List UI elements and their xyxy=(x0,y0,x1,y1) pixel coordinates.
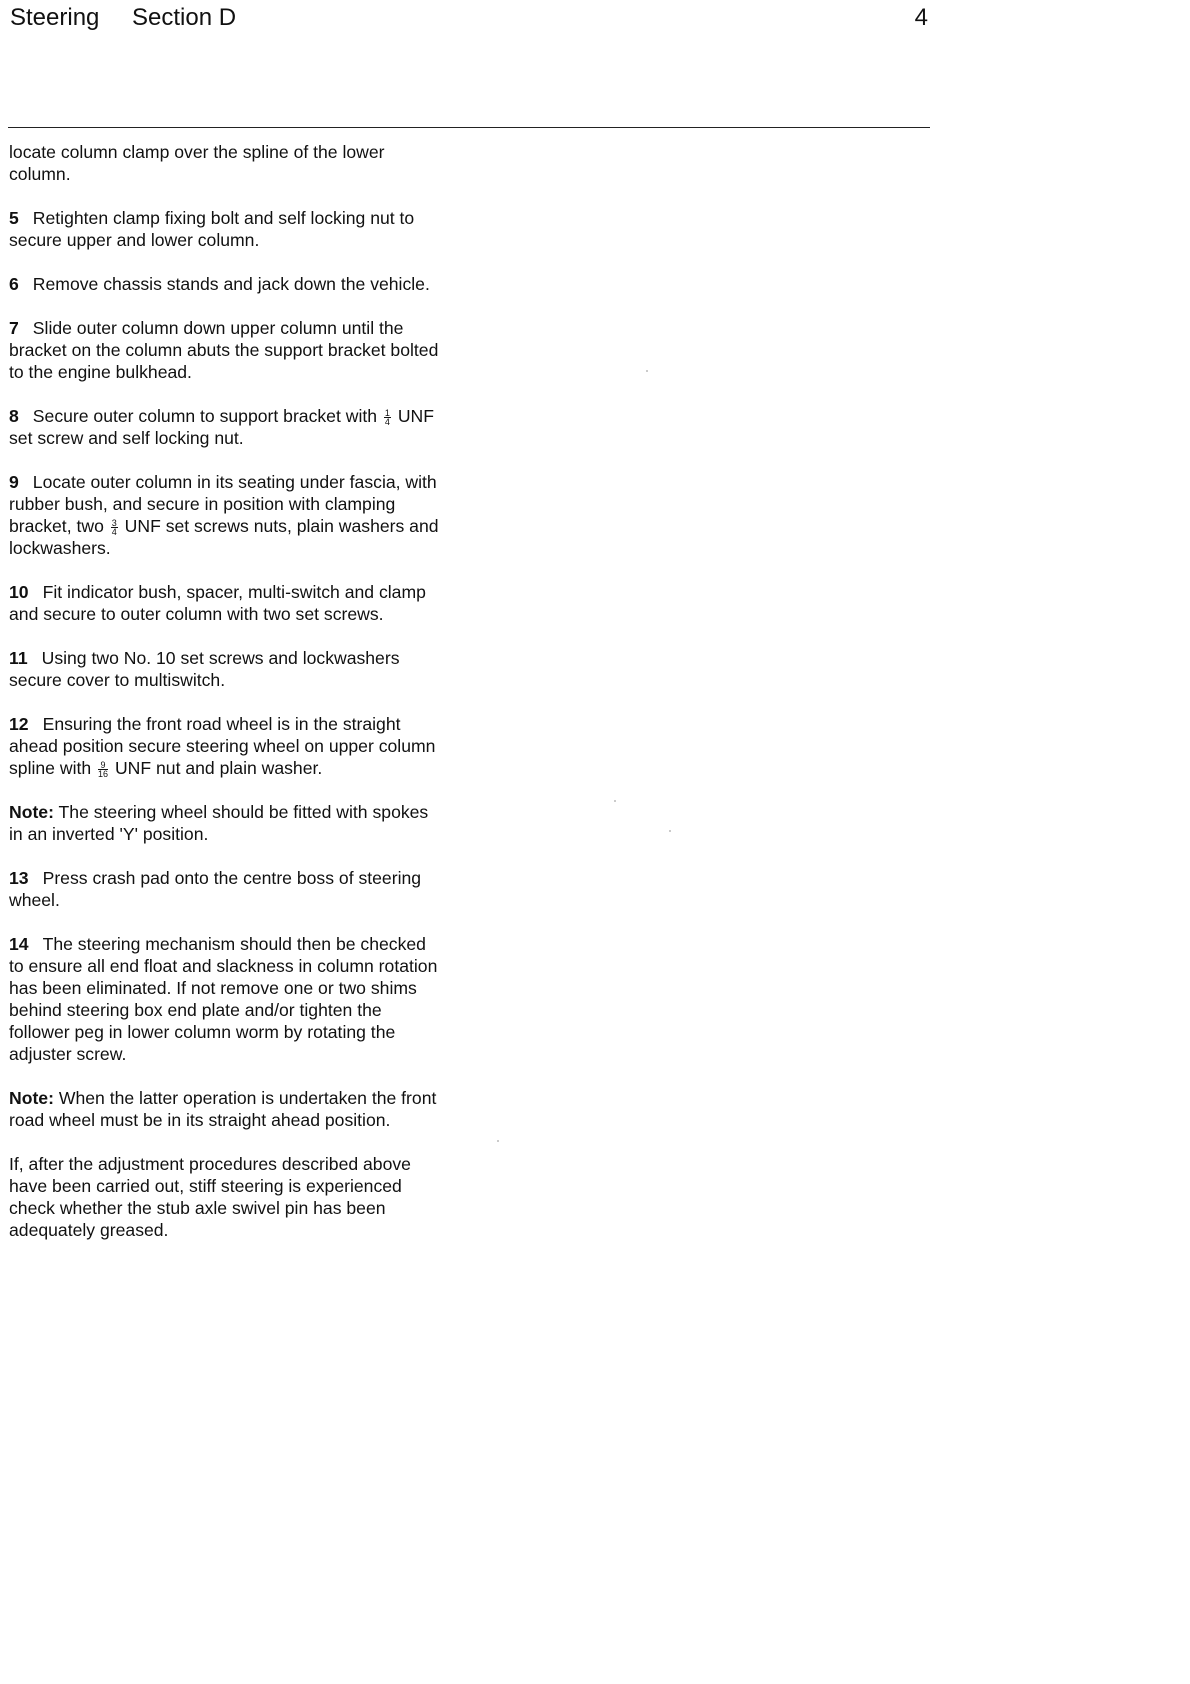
fraction xyxy=(384,409,391,426)
step-text: UNF set screw and self locking nut. xyxy=(9,406,434,448)
step-8 xyxy=(9,405,439,449)
note-label: Note: xyxy=(9,802,54,822)
note-2 xyxy=(9,1087,439,1131)
step-text: Slide outer column down upper column until the bracket on the column abuts the support bracket bolted to the engine bulkhead. xyxy=(9,318,439,382)
scan-speck xyxy=(497,1140,499,1142)
scan-speck xyxy=(646,370,648,372)
header-divider xyxy=(8,127,930,128)
step-9 xyxy=(9,471,439,559)
step-10 xyxy=(9,581,439,625)
fraction-numerator: 1 xyxy=(384,407,390,418)
step-7 xyxy=(9,317,439,383)
step-number: 8 xyxy=(9,406,19,426)
step-text: Locate outer column in its seating under fascia, with rubber bush, and secure in position with clamping bracket, two xyxy=(9,472,437,536)
step-text: Retighten clamp fixing bolt and self locking nut to secure upper and lower column. xyxy=(9,208,415,250)
step-number: 14 xyxy=(9,934,29,954)
note-text: The steering wheel should be fitted with spokes in an inverted 'Y' position. xyxy=(9,802,429,844)
note-label: Note: xyxy=(9,1088,54,1108)
fraction-denominator: 4 xyxy=(111,526,117,537)
step-text: The steering mechanism should then be checked to ensure all end float and slackness in column rotation has been eliminated. If not remove one or two shims behind steering box end plate and/or tighten the follower peg in lower column worm by rotating the adjuster screw. xyxy=(9,934,438,1064)
step-text: Using two No. 10 set screws and lockwashers secure cover to multiswitch. xyxy=(9,648,400,690)
step-number: 11 xyxy=(9,648,28,668)
step-number: 13 xyxy=(9,868,29,888)
step-text: UNF nut and plain washer. xyxy=(114,758,323,778)
closing-paragraph: If, after the adjustment procedures described above have been carried out, stiff steering is experienced check whether the stub axle swivel pin has been adequately greased. xyxy=(9,1154,411,1240)
scan-speck xyxy=(669,830,671,832)
step-6 xyxy=(9,273,439,295)
step-text: Ensuring the front road wheel is in the straight ahead position secure steering wheel on upper column spline with xyxy=(9,714,436,778)
fraction xyxy=(111,519,118,536)
step-text: Secure outer column to support bracket with xyxy=(32,406,378,426)
step-number: 12 xyxy=(9,714,29,734)
step-5 xyxy=(9,207,439,251)
fraction-denominator: 4 xyxy=(384,416,390,427)
step-11 xyxy=(9,647,439,691)
fraction-denominator: 16 xyxy=(98,768,109,779)
intro-paragraph: locate column clamp over the spline of the lower column. xyxy=(9,142,385,184)
section-label: Section D xyxy=(132,4,237,31)
step-14 xyxy=(9,933,439,1065)
step-12 xyxy=(9,713,439,779)
step-text: Remove chassis stands and jack down the vehicle. xyxy=(32,274,430,294)
step-number: 7 xyxy=(9,318,19,338)
step-13 xyxy=(9,867,439,911)
step-text: Press crash pad onto the centre boss of steering wheel. xyxy=(9,868,422,910)
fraction xyxy=(98,761,108,778)
page-header xyxy=(10,4,928,36)
body-text xyxy=(9,141,439,1263)
page-number: 4 xyxy=(914,4,928,31)
section-title: Steering xyxy=(10,4,100,31)
step-number: 9 xyxy=(9,472,19,492)
scan-speck xyxy=(614,800,616,802)
fraction-numerator: 9 xyxy=(98,761,108,770)
note-text: When the latter operation is undertaken the front road wheel must be in its straight ahead position. xyxy=(9,1088,437,1130)
fraction-numerator: 3 xyxy=(111,517,117,528)
step-text: Fit indicator bush, spacer, multi-switch and clamp and secure to outer column with two set screws. xyxy=(9,582,426,624)
step-text: UNF set screws nuts, plain washers and lockwashers. xyxy=(9,516,439,558)
step-number: 5 xyxy=(9,208,19,228)
note-1 xyxy=(9,801,439,845)
step-number: 10 xyxy=(9,582,29,602)
step-number: 6 xyxy=(9,274,19,294)
